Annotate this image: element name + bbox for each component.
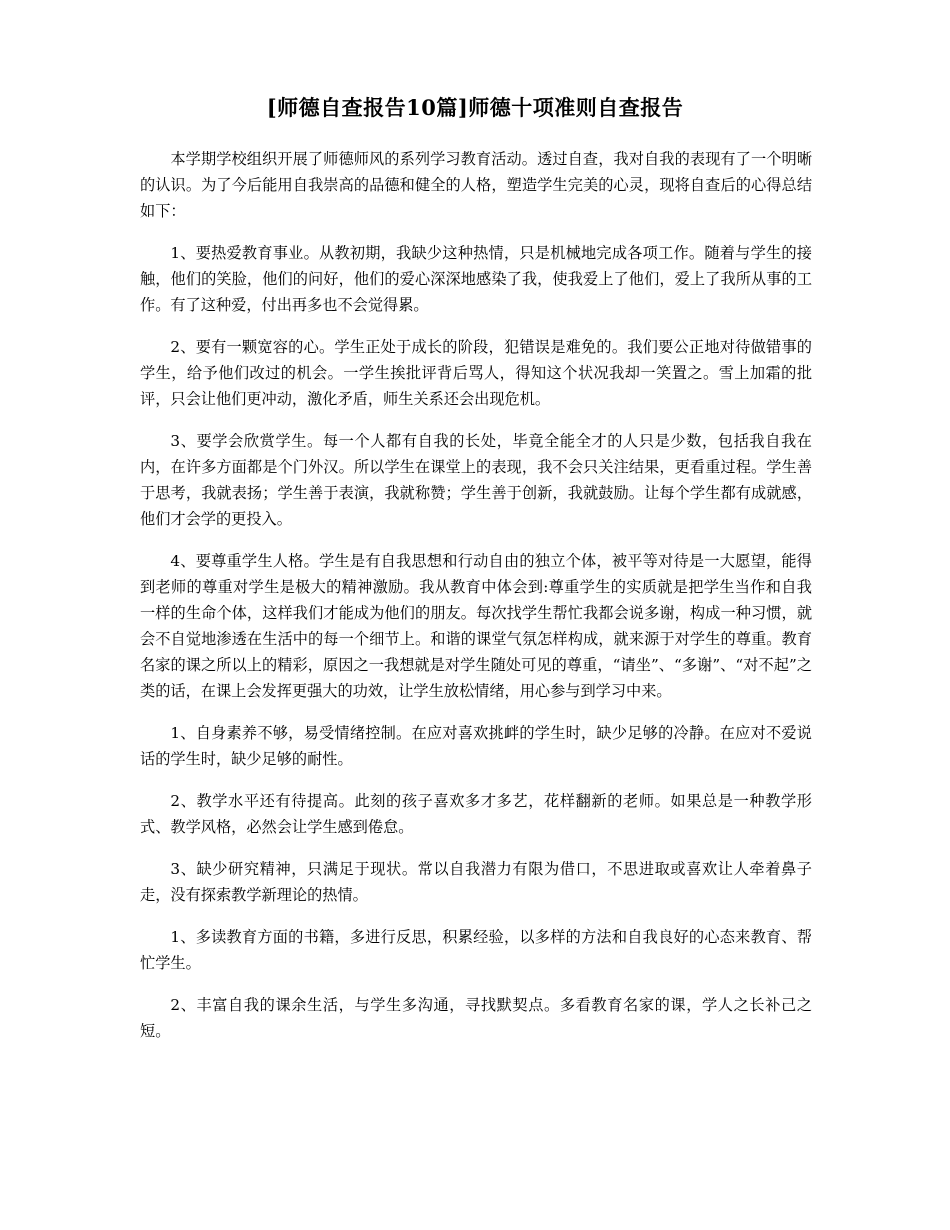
paragraph-point: 2、要有一颗宽容的心。学生正处于成长的阶段，犯错误是难免的。我们要公正地对待做错事的学生，给予他们改过的机会。一学生挨批评背后骂人，得知这个状况我却一笑置之。雪上加霜的批评，只会让他们更冲动，激化矛盾，师生关系还会出现危机。: [140, 338, 812, 408]
paragraph-point: 4、要尊重学生人格。学生是有自我思想和行动自由的独立个体，被平等对待是一大愿望，能得到老师的尊重对学生是极大的精神激励。我从教育中体会到:尊重学生的实质就是把学生当作和自我一样的生命个体，这样我们才能成为他们的朋友。每次找学生帮忙我都会说多谢，构成一种习惯，就会不自觉地渗透在生活中的每一个细节上。和谐的课堂气氛怎样构成，就来源于对学生的尊重。教育名家的课之所以上的精彩，原因之一我想就是对学生随处可见的尊重，“请坐”、“多谢”、“对不起”之类的话，在课上会发挥更强大的功效，让学生放松情绪，用心参与到学习中来。: [140, 552, 812, 700]
paragraph-intro: 本学期学校组织开展了师德师风的系列学习教育活动。透过自查，我对自我的表现有了一个明晰的认识。为了今后能用自我崇高的品德和健全的人格，塑造学生完美的心灵，现将自查后的心得总结如下：: [140, 150, 812, 220]
document-title: [师德自查报告10篇]师德十项准则自查报告: [266, 95, 684, 120]
paragraph-shortcoming: 3、缺少研究精神，只满足于现状。常以自我潜力有限为借口，不思进取或喜欢让人牵着鼻子走，没有探索教学新理论的热情。: [140, 860, 812, 904]
paragraph-point: 1、要热爱教育事业。从教初期，我缺少这种热情，只是机械地完成各项工作。随着与学生的接触，他们的笑脸，他们的问好，他们的爱心深深地感染了我，使我爱上了他们，爱上了我所从事的工作。有了这种爱，付出再多也不会觉得累。: [140, 244, 812, 314]
paragraph-shortcoming: 1、自身素养不够，易受情绪控制。在应对喜欢挑衅的学生时，缺少足够的冷静。在应对不爱说话的学生时，缺少足够的耐性。: [140, 724, 812, 768]
paragraph-measure: 1、多读教育方面的书籍，多进行反思，积累经验，以多样的方法和自我良好的心态来教育、帮忙学生。: [140, 928, 812, 972]
paragraph-shortcoming: 2、教学水平还有待提高。此刻的孩子喜欢多才多艺，花样翻新的老师。如果总是一种教学形式、教学风格，必然会让学生感到倦怠。: [140, 792, 812, 836]
paragraph-measure: 2、丰富自我的课余生活，与学生多沟通，寻找默契点。多看教育名家的课，学人之长补己之短。: [140, 996, 812, 1040]
document-body: [140, 146, 812, 1060]
paragraph-point: 3、要学会欣赏学生。每一个人都有自我的长处，毕竟全能全才的人只是少数，包括我自我在内，在许多方面都是个门外汉。所以学生在课堂上的表现，我不会只关注结果，更看重过程。学生善于思考，我就表扬；学生善于表演，我就称赞；学生善于创新，我就鼓励。让每个学生都有成就感，他们才会学的更投入。: [140, 432, 812, 528]
